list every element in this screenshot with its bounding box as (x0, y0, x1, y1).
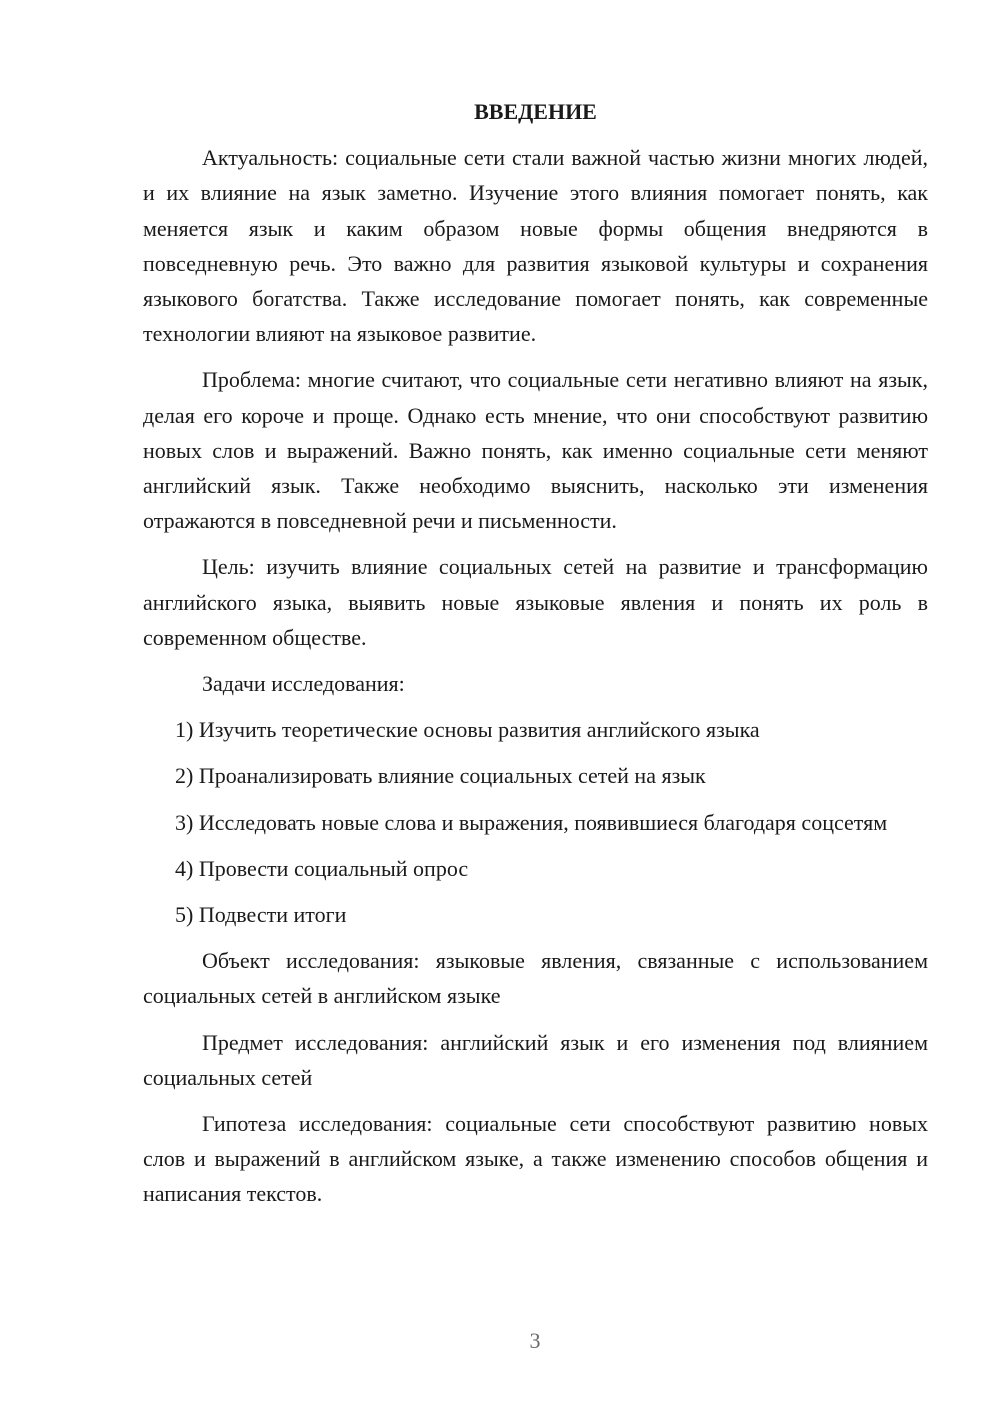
document-page (143, 94, 928, 1223)
paragraph-object: Объект исследования: языковые явления, связанные с использованием социальных сетей в английском языке (143, 948, 928, 1009)
list-item-task-1: 1) Изучить теоретические основы развития английского языка (175, 717, 760, 743)
page-number: 3 (529, 1328, 541, 1353)
paragraph-hypothesis: Гипотеза исследования: социальные сети способствуют развитию новых слов и выражений в английском языке, а также изменению способов общения и написания текстов. (143, 1111, 928, 1207)
list-item-task-3: 3) Исследовать новые слова и выражения, появившиеся благодаря соцсетям (175, 809, 888, 835)
list-item-task-4: 4) Провести социальный опрос (175, 855, 469, 881)
paragraph-problem: Проблема: многие считают, что социальные сети негативно влияют на язык, делая его короче и проще. Однако есть мнение, что они способствуют развитию новых слов и выражений. Важно понять, как именно социальные сети меняют английский язык. Также необходимо выяснить, насколько эти изменения отражаются в повседневной речи и письменности. (143, 367, 928, 534)
list-item-task-5: 5) Подвести итоги (175, 902, 347, 928)
paragraph-relevance: Актуальность: социальные сети стали важной частью жизни многих людей, и их влияние на язык заметно. Изучение этого влияния помогает понять, как меняется язык и каким образом новые формы общения внедряются в повседневную речь. Это важно для развития языковой культуры и сохранения языкового богатства. Также исследование помогает понять, как современные технологии влияют на языковое развитие. (143, 145, 928, 347)
paragraph-tasks-heading: Задачи исследования: (202, 671, 405, 697)
paragraph-goal: Цель: изучить влияние социальных сетей на развитие и трансформацию английского языка, выявить новые языковые явления и понять их роль в современном обществе. (143, 554, 928, 650)
section-title: ВВЕДЕНИЕ (474, 99, 597, 124)
paragraph-subject: Предмет исследования: английский язык и его изменения под влиянием социальных сетей (143, 1029, 928, 1090)
list-item-task-2: 2) Проанализировать влияние социальных сетей на язык (175, 763, 706, 789)
